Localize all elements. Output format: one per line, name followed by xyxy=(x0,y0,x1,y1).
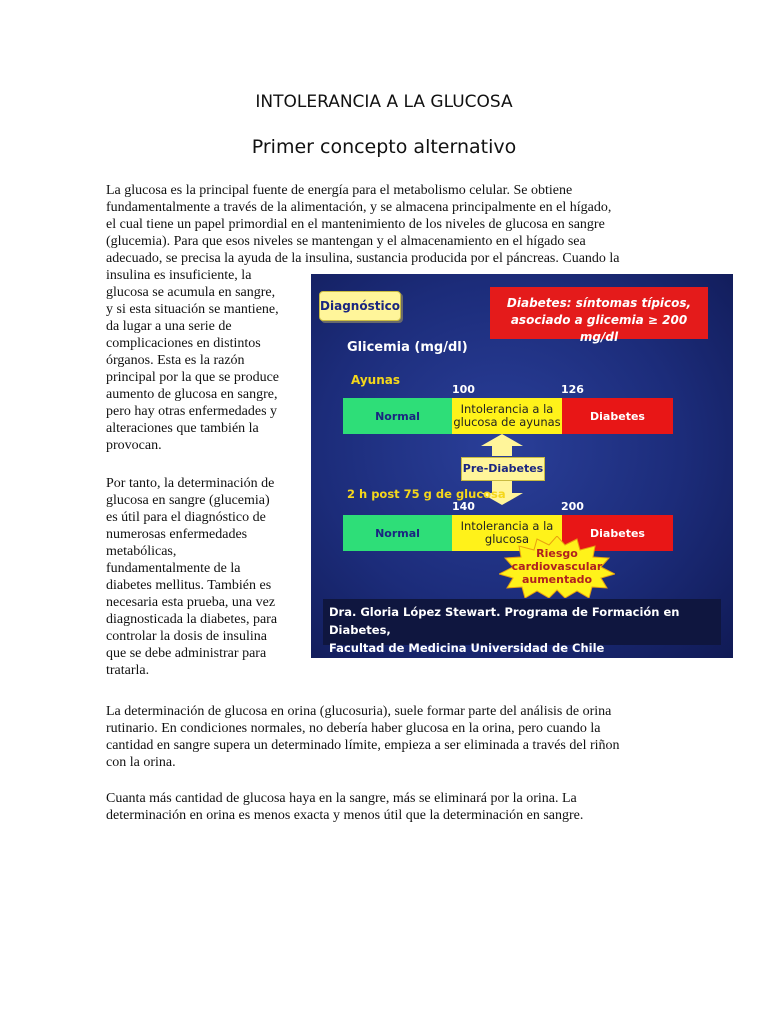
slide-credit xyxy=(323,599,721,655)
threshold-label: 100 xyxy=(452,383,475,396)
diabetes-criteria-line: asociado a glicemia ≥ 200 mg/dl xyxy=(510,313,688,344)
range-intolerance-fasting xyxy=(452,398,562,434)
text-line: rutinario. En condiciones normales, no debería haber glucosa en la orina, pero cuando la xyxy=(106,721,601,736)
text-line: metabólicas, xyxy=(106,544,177,559)
text-line: glucosa en sangre (glucemia) xyxy=(106,493,270,508)
text-line: provocan. xyxy=(106,438,162,453)
risk-text: Riesgo xyxy=(536,547,578,560)
text-line: necesaria esta prueba, una vez xyxy=(106,595,276,610)
text-line: alteraciones que también la xyxy=(106,421,259,436)
text-line: insulina es insuficiente, la xyxy=(106,268,252,283)
text-line: Cuanta más cantidad de glucosa haya en la sangre, más se eliminará por la orina. La xyxy=(106,791,577,806)
threshold-label: 140 xyxy=(452,500,475,513)
prediabetes-label: Pre-Diabetes xyxy=(461,457,545,481)
fasting-range-bar xyxy=(343,398,673,434)
text-line: numerosas enfermedades xyxy=(106,527,248,542)
range-text: glucosa de ayunas xyxy=(453,415,561,429)
credit-line: Facultad de Medicina Universidad de Chile xyxy=(329,641,605,655)
post-load-label: 2 h post 75 g de glucosa xyxy=(347,487,506,501)
paragraph-diagnosis xyxy=(106,475,277,679)
text-line: pero hay otras enfermedades y xyxy=(106,404,278,419)
text-line: con la orina. xyxy=(106,755,176,770)
text-line: cantidad en sangre supera un determinado límite, empieza a ser eliminada a través del riñon xyxy=(106,738,620,753)
paragraph-urine xyxy=(106,703,620,771)
risk-text: cardiovascular xyxy=(511,560,603,573)
ayunas-label: Ayunas xyxy=(351,373,401,387)
range-text: glucosa xyxy=(484,532,530,546)
text-line: La determinación de glucosa en orina (glucosuria), suele formar parte del análisis de orina xyxy=(106,704,612,719)
cardiovascular-risk-note xyxy=(507,547,607,586)
text-line: órganos. Esta es la razón xyxy=(106,353,245,368)
range-diabetes: Diabetes xyxy=(562,398,673,434)
text-line: fundamentalmente a través de la alimentación, y se almacena principalmente en el hígado, xyxy=(106,200,612,215)
glycemia-diagnosis-slide xyxy=(311,274,733,658)
threshold-label: 126 xyxy=(561,383,584,396)
text-line: fundamentalmente de la xyxy=(106,561,241,576)
text-line: adecuado, se precisa la ayuda de la insulina, sustancia producida por el páncreas. Cuando la xyxy=(106,251,620,266)
text-line: Por tanto, la determinación de xyxy=(106,476,275,491)
text-line: principal por la que se produce xyxy=(106,370,279,385)
range-text: Intolerancia a la xyxy=(460,519,554,533)
range-text: Intolerancia a la xyxy=(460,402,554,416)
range-normal: Normal xyxy=(343,398,452,434)
text-line: diabetes mellitus. También es xyxy=(106,578,272,593)
risk-text: aumentado xyxy=(521,573,593,586)
paragraph-conclusion xyxy=(106,790,583,824)
text-line: aumento de glucosa en sangre, xyxy=(106,387,278,402)
text-line: complicaciones en distintos xyxy=(106,336,261,351)
document-subtitle: Primer concepto alternativo xyxy=(251,136,517,158)
text-line: La glucosa es la principal fuente de energía para el metabolismo celular. Se obtiene xyxy=(106,183,573,198)
text-line: determinación en orina es menos exacta y menos útil que la determinación en sangre. xyxy=(106,808,584,823)
range-normal: Normal xyxy=(343,515,452,551)
diabetes-criteria-note xyxy=(490,287,708,344)
text-line: da lugar a una serie de xyxy=(106,319,232,334)
text-line: controlar la dosis de insulina xyxy=(106,629,267,644)
range-diabetes: Diabetes xyxy=(562,515,673,551)
text-line: glucosa se acumula en sangre, xyxy=(106,285,276,300)
diagnostico-label: Diagnóstico xyxy=(319,291,401,321)
arrow-up-icon xyxy=(481,434,523,446)
text-line: (glucemia). Para que esos niveles se mantengan y el almacenamiento en el hígado sea xyxy=(106,234,586,249)
diabetes-criteria-line: Diabetes: síntomas típicos, xyxy=(506,296,692,310)
document-title: INTOLERANCIA A LA GLUCOSA xyxy=(255,92,513,112)
credit-line: Dra. Gloria López Stewart. Programa de Formación en Diabetes, xyxy=(329,605,680,637)
text-line: diagnosticada la diabetes, para xyxy=(106,612,278,627)
text-line: que se debe administrar para xyxy=(106,646,267,661)
text-line: tratarla. xyxy=(106,663,150,678)
text-line: el cual tiene un papel primordial en el mantenimiento de los niveles de glucosa en sangre xyxy=(106,217,605,232)
glicemia-title: Glicemia (mg/dl) xyxy=(347,340,468,355)
text-line: y si esta situación se mantiene, xyxy=(106,302,279,317)
text-line: es útil para el diagnóstico de xyxy=(106,510,266,525)
threshold-label: 200 xyxy=(561,500,584,513)
